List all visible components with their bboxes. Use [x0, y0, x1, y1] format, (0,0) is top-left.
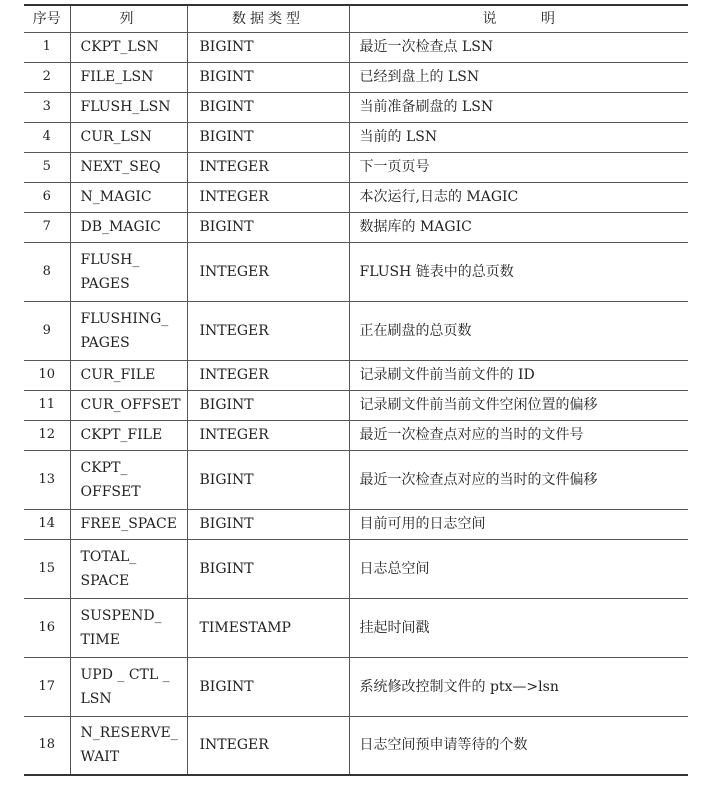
- table-row: [24, 598, 688, 657]
- row-description: 目前可用的日志空间: [349, 509, 688, 539]
- row-column-name: TOTAL_ SPACE: [70, 539, 187, 598]
- row-column-name: CUR_OFFSET: [70, 390, 187, 420]
- row-number: 7: [24, 212, 70, 242]
- row-number: 17: [24, 657, 70, 716]
- table-row: [24, 242, 688, 301]
- table-row: [24, 509, 688, 539]
- row-number: 6: [24, 182, 70, 212]
- row-column-name: CKPT_ OFFSET: [70, 450, 187, 509]
- row-data-type: BIGINT: [187, 122, 349, 152]
- row-number: 11: [24, 390, 70, 420]
- row-column-name: UPD _ CTL _ LSN: [70, 657, 187, 716]
- row-description: 数据库的 MAGIC: [349, 212, 688, 242]
- row-data-type: BIGINT: [187, 212, 349, 242]
- row-data-type: INTEGER: [187, 152, 349, 182]
- table-row: [24, 390, 688, 420]
- row-data-type: TIMESTAMP: [187, 598, 349, 657]
- row-description: 挂起时间戳: [349, 598, 688, 657]
- table-row: [24, 32, 688, 62]
- row-data-type: BIGINT: [187, 92, 349, 122]
- row-data-type: BIGINT: [187, 390, 349, 420]
- table-row: [24, 657, 688, 716]
- row-number: 16: [24, 598, 70, 657]
- row-data-type: INTEGER: [187, 360, 349, 390]
- row-column-name: FLUSHING_ PAGES: [70, 301, 187, 360]
- row-description: 当前准备刷盘的 LSN: [349, 92, 688, 122]
- table-header: [24, 5, 688, 32]
- row-data-type: BIGINT: [187, 509, 349, 539]
- row-number: 4: [24, 122, 70, 152]
- row-number: 5: [24, 152, 70, 182]
- row-column-name: FLUSH_LSN: [70, 92, 187, 122]
- row-description: 记录刷文件前当前文件的 ID: [349, 360, 688, 390]
- row-number: 12: [24, 420, 70, 450]
- row-column-name: CUR_FILE: [70, 360, 187, 390]
- row-description: 最近一次检查点 LSN: [349, 32, 688, 62]
- table-row: [24, 716, 688, 775]
- row-data-type: BIGINT: [187, 450, 349, 509]
- row-number: 13: [24, 450, 70, 509]
- row-column-name: SUSPEND_ TIME: [70, 598, 187, 657]
- row-description: 当前的 LSN: [349, 122, 688, 152]
- header-no: 序号: [24, 5, 70, 32]
- header-column: 列: [70, 5, 187, 32]
- row-number: 3: [24, 92, 70, 122]
- table-row: [24, 212, 688, 242]
- table-row: [24, 301, 688, 360]
- table-row: [24, 62, 688, 92]
- row-description: 日志总空间: [349, 539, 688, 598]
- row-data-type: INTEGER: [187, 420, 349, 450]
- table-row: [24, 152, 688, 182]
- row-column-name: N_RESERVE_ WAIT: [70, 716, 187, 775]
- table-row: [24, 450, 688, 509]
- row-column-name: FLUSH_ PAGES: [70, 242, 187, 301]
- table-row: [24, 92, 688, 122]
- row-number: 15: [24, 539, 70, 598]
- row-number: 9: [24, 301, 70, 360]
- row-number: 14: [24, 509, 70, 539]
- header-desc: 说 明: [349, 5, 688, 32]
- row-description: 本次运行,日志的 MAGIC: [349, 182, 688, 212]
- table-row: [24, 420, 688, 450]
- row-column-name: N_MAGIC: [70, 182, 187, 212]
- row-data-type: BIGINT: [187, 32, 349, 62]
- row-column-name: DB_MAGIC: [70, 212, 187, 242]
- row-description: 下一页页号: [349, 152, 688, 182]
- row-description: 日志空间预申请等待的个数: [349, 716, 688, 775]
- row-data-type: INTEGER: [187, 301, 349, 360]
- row-data-type: INTEGER: [187, 242, 349, 301]
- row-column-name: FREE_SPACE: [70, 509, 187, 539]
- row-number: 1: [24, 32, 70, 62]
- row-description: FLUSH 链表中的总页数: [349, 242, 688, 301]
- row-column-name: FILE_LSN: [70, 62, 187, 92]
- row-data-type: BIGINT: [187, 539, 349, 598]
- table-row: [24, 539, 688, 598]
- row-data-type: BIGINT: [187, 62, 349, 92]
- row-description: 记录刷文件前当前文件空闲位置的偏移: [349, 390, 688, 420]
- dynamic-view-table: [24, 4, 688, 776]
- row-number: 2: [24, 62, 70, 92]
- table-body: [24, 32, 688, 775]
- row-description: 最近一次检查点对应的当时的文件号: [349, 420, 688, 450]
- table-row: [24, 360, 688, 390]
- row-column-name: CUR_LSN: [70, 122, 187, 152]
- row-description: 系统修改控制文件的 ptx—>lsn: [349, 657, 688, 716]
- row-description: 已经到盘上的 LSN: [349, 62, 688, 92]
- row-column-name: CKPT_LSN: [70, 32, 187, 62]
- table-row: [24, 122, 688, 152]
- row-column-name: NEXT_SEQ: [70, 152, 187, 182]
- row-data-type: INTEGER: [187, 716, 349, 775]
- row-column-name: CKPT_FILE: [70, 420, 187, 450]
- row-data-type: BIGINT: [187, 657, 349, 716]
- row-number: 8: [24, 242, 70, 301]
- header-type: 数据类型: [187, 5, 349, 32]
- row-description: 正在刷盘的总页数: [349, 301, 688, 360]
- row-data-type: INTEGER: [187, 182, 349, 212]
- table-row: [24, 182, 688, 212]
- row-number: 10: [24, 360, 70, 390]
- row-number: 18: [24, 716, 70, 775]
- row-description: 最近一次检查点对应的当时的文件偏移: [349, 450, 688, 509]
- header-row: [24, 5, 688, 32]
